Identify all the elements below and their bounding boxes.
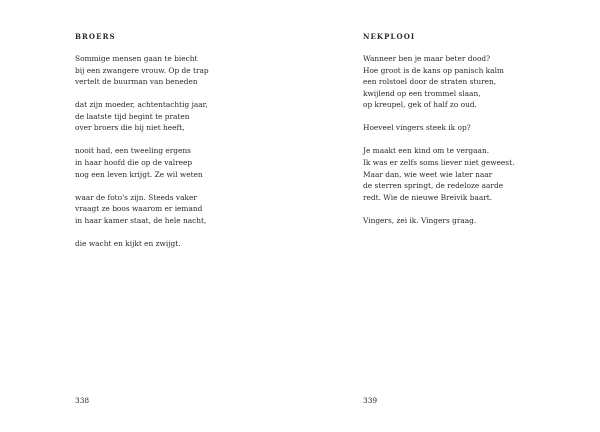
poem-line: nog een leven krijgt. Ze wil weten	[75, 169, 203, 179]
poem-line: Sommige mensen gaan te biecht	[75, 54, 198, 63]
poem-line: de sterren springt, de redeloze aarde	[363, 181, 504, 191]
poem-line: in haar kamer staat, de hele nacht,	[75, 215, 207, 225]
poem-line: bij een zwangere vrouw. Op de trap	[75, 65, 209, 75]
poem-line: vraagt ze boos waarom er iemand	[75, 204, 203, 214]
stanza	[363, 53, 514, 111]
stanza	[363, 215, 514, 227]
poem-line: Wanneer ben je maar beter dood?	[363, 54, 491, 63]
poem-title: NEKPLOOI	[363, 32, 416, 41]
poem-line: de laatste tijd begint te praten	[75, 111, 190, 121]
stanza	[75, 53, 209, 88]
stanza	[75, 192, 209, 227]
poem-line: in haar hoofd die op de valreep	[75, 157, 193, 167]
stanza	[75, 145, 209, 180]
poem-line: Vingers, zei ik. Vingers graag.	[363, 215, 477, 225]
poem-line: op kreupel, gek of half zo oud.	[363, 100, 477, 110]
stanza	[75, 99, 209, 134]
page-number: 338	[75, 396, 90, 405]
poem-line: Maar dan, wie weet wie later naar	[363, 169, 493, 179]
poem-line: vertelt de buurman van beneden	[75, 77, 198, 87]
poem-line: redt. Wie de nieuwe Breivik baart.	[363, 192, 493, 202]
poem-line: over broers die hij niet heeft,	[75, 123, 185, 133]
poem-line: die wacht en kijkt en zwijgt.	[75, 238, 181, 248]
poem-line: waar de foto's zijn. Steeds vaker	[75, 192, 197, 202]
poem-line: Je maakt een kind om te vergaan.	[363, 146, 490, 156]
poem-line: Ik was er zelfs soms liever niet geweest.	[363, 157, 515, 167]
poem-line: dat zijn moeder, achtentachtig jaar,	[75, 100, 208, 110]
stanza	[363, 122, 514, 134]
poem-line: een rolstoel door de straten sturen,	[363, 77, 497, 87]
poem-line: nooit had, een tweeling ergens	[75, 146, 191, 156]
poem-body	[75, 53, 209, 261]
right-page	[300, 0, 600, 432]
poem-line: Hoe groot is de kans op panisch kalm	[363, 65, 504, 75]
stanza	[363, 145, 514, 203]
poem-title: BROERS	[75, 32, 116, 41]
poem-line: Hoeveel vingers steek ik op?	[363, 123, 471, 133]
poem-line: kwijlend op een trommel slaan,	[363, 88, 481, 98]
poem-body	[363, 53, 514, 238]
page-number: 339	[363, 396, 378, 405]
stanza	[75, 238, 209, 250]
